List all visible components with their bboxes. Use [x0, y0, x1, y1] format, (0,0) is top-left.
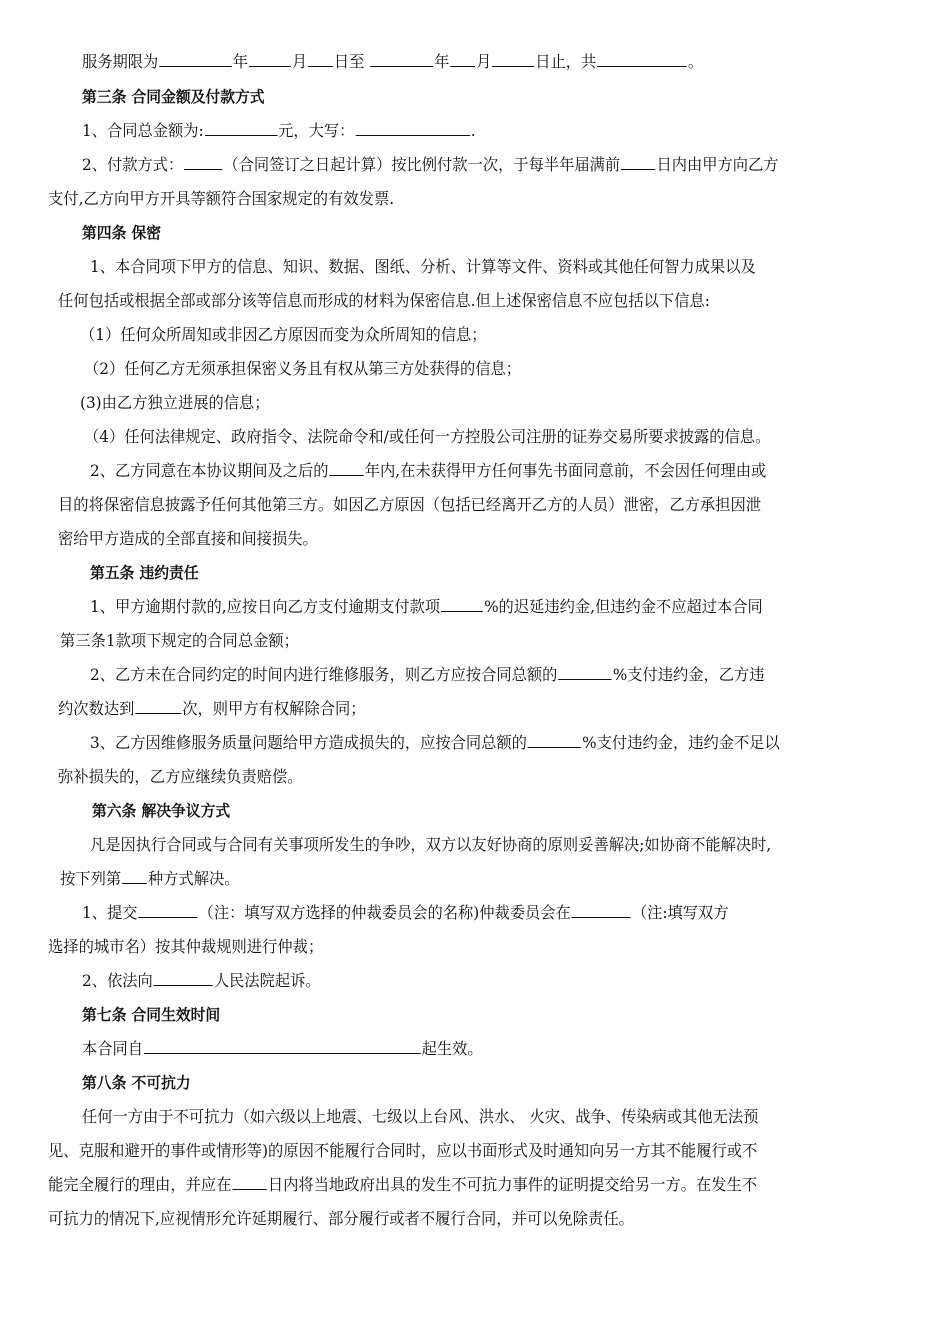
total-amount-line: 1、合同总金额为: 元，大写： . — [82, 121, 476, 140]
payment-days-blank[interactable] — [621, 155, 655, 170]
confidential-clause-2a: 2、乙方同意在本协议期间及之后的 年内,在未获得甲方任何事先书面同意前，不会因任何理由或 — [90, 461, 767, 480]
liability-clause-2a: 2、乙方未在合同约定的时间内进行维修服务，则乙方应按合同总额的 %支付违约金，乙方违 — [90, 665, 765, 684]
liability-clause-3a: 3、乙方因维修服务质量问题给甲方造成损失的，应按合同总额的 %支付违约金，违约金不足以 — [90, 733, 780, 752]
amount-words-blank[interactable] — [355, 121, 469, 136]
effective-date-line: 本合同自 起生效。 — [82, 1039, 483, 1058]
arbitration-line-b: 选择的城市名）按其仲裁规则进行仲裁； — [48, 937, 324, 956]
article-8-heading: 第八条 不可抗力 — [82, 1074, 191, 1092]
dispute-clause-a: 凡是因执行合同或与合同有关事项所发生的争吵，双方以友好协商的原则妥善解决;如协商不能解决时, — [90, 835, 772, 854]
article-5-heading: 第五条 违约责任 — [90, 564, 199, 582]
amount-blank[interactable] — [205, 121, 277, 136]
article-4-heading: 第四条 保密 — [82, 224, 162, 242]
service-period-line: 服务期限为 年 月 日至 年 月 日止，共 。 — [82, 52, 704, 71]
exception-1: （1）任何众所周知或非因乙方原因而变为众所周知的信息； — [80, 325, 487, 344]
start-year-blank[interactable] — [159, 52, 231, 67]
exception-3: (3)由乙方独立进展的信息； — [80, 393, 270, 412]
end-month-blank[interactable] — [450, 52, 475, 67]
start-month-blank[interactable] — [249, 52, 291, 67]
liability-clause-1a: 1、甲方逾期付款的,应按日向乙方支付逾期支付款项 %的迟延违约金,但违约金不应超过本合同 — [90, 597, 763, 616]
article-3-heading: 第三条 合同金额及付款方式 — [82, 88, 265, 106]
confidential-clause-2b: 目的将保密信息披露予任何其他第三方。如因乙方原因（包括已经离开乙方的人员）泄密，乙方承担因泄 — [58, 495, 762, 514]
confidential-clause-1b: 任何包括或根据全部或部分该等信息而形成的材料为保密信息.但上述保密信息不应包括以下信息: — [58, 291, 710, 310]
arbitration-city-blank[interactable] — [572, 903, 631, 918]
dispute-clause-b: 按下列第 种方式解决。 — [60, 869, 240, 888]
start-day-blank[interactable] — [308, 52, 333, 67]
quality-penalty-rate-blank[interactable] — [528, 733, 581, 748]
court-line: 2、依法向 人民法院起诉。 — [82, 971, 321, 990]
confidential-clause-2c: 密给甲方造成的全部直接和间接损失。 — [58, 529, 318, 548]
force-majeure-c: 能完全履行的理由，并应在 日内将当地政府出具的发生不可抗力事件的证明提交给另一方。在发生不 — [48, 1175, 758, 1194]
end-year-blank[interactable] — [370, 52, 433, 67]
liability-clause-1b: 第三条1款项下规定的合同总金额； — [60, 631, 299, 650]
confidential-clause-1a: 1、本合同项下甲方的信息、知识、数据、图纸、分析、计算等文件、资料或其他任何智力成果以及 — [90, 257, 756, 276]
article-7-heading: 第七条 合同生效时间 — [82, 1006, 221, 1024]
liability-clause-3b: 弥补损失的，乙方应继续负责赔偿。 — [58, 767, 303, 786]
total-period-blank[interactable] — [597, 52, 687, 67]
end-day-blank[interactable] — [492, 52, 534, 67]
late-fee-rate-blank[interactable] — [441, 597, 483, 612]
court-name-blank[interactable] — [154, 971, 213, 986]
payment-blank[interactable] — [184, 155, 222, 170]
force-majeure-a: 任何一方由于不可抗力（如六级以上地震、七级以上台风、洪水、 火灾、战争、传染病或其他无法预 — [82, 1107, 759, 1126]
confidential-years-blank[interactable] — [330, 461, 364, 476]
dispute-method-blank[interactable] — [122, 869, 147, 884]
force-majeure-b: 见、克服和避开的事件或情形等)的原因不能履行合同时，应以书面形式及时通知向另一方其不能履行或不 — [48, 1141, 758, 1160]
breach-count-blank[interactable] — [135, 699, 181, 714]
payment-method-line: 2、付款方式： （合同签订之日起计算）按比例付款一次，于每半年届满前 日内由甲方向乙方 — [82, 155, 779, 174]
effective-date-blank[interactable] — [144, 1039, 421, 1054]
arbitration-commission-blank[interactable] — [138, 903, 197, 918]
notice-days-blank[interactable] — [232, 1175, 266, 1190]
arbitration-line: 1、提交 （注：填写双方选择的仲裁委员会的名称)仲裁委员会在 （注:填写双方 — [82, 903, 729, 922]
exception-2: （2）任何乙方无须承担保密义务且有权从第三方处获得的信息； — [84, 359, 522, 378]
force-majeure-d: 可抗力的情况下,应视情形允许延期履行、部分履行或者不履行合同，并可以免除责任。 — [48, 1209, 634, 1228]
payment-invoice-line: 支付,乙方向甲方开具等额符合国家规定的有效发票. — [48, 189, 395, 208]
article-6-heading: 第六条 解决争议方式 — [92, 802, 231, 820]
penalty-rate-blank[interactable] — [558, 665, 611, 680]
exception-4: （4）任何法律规定、政府指令、法院命令和/或任何一方控股公司注册的证券交易所要求披露的信息。 — [84, 427, 771, 446]
liability-clause-2b: 约次数达到 次，则甲方有权解除合同； — [58, 699, 366, 718]
